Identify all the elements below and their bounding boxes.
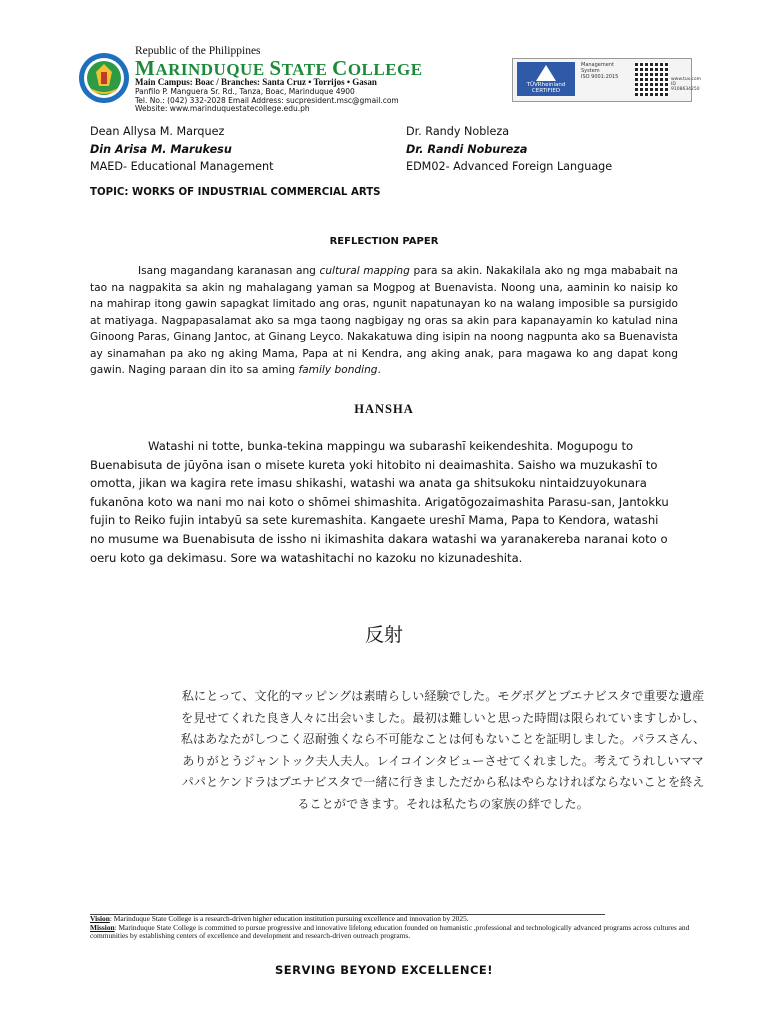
vision-statement: Vision: Marinduque State College is a research-driven higher education institution pursuing excellence and innovation by 2025. — [90, 914, 469, 923]
website-link[interactable]: Website: www.marinduquestatecollege.edu.ph — [135, 104, 310, 113]
tuv-certification-icon — [517, 62, 575, 96]
mission-statement: Mission: Marinduque State College is committed to pursue progressive and innovative lifelong education founded on humanistic ,professional and technologically advanced programs across cultures and communities by establishing centers of excellence and development and research-driven outreach programs. — [90, 922, 690, 941]
contact-line: Tel. No.: (042) 332-2028 Email Address: sucpresident.msc@gmail.com — [135, 95, 399, 105]
vision-mission-block — [90, 915, 690, 941]
college-name-word3: OLLEGE — [347, 60, 423, 79]
topic-heading: TOPIC: WORKS OF INDUSTRIAL COMMERCIAL ARTS — [90, 187, 381, 198]
professor-name-romanized: Dr. Randi Nobureza — [406, 143, 528, 156]
college-seal-icon — [78, 52, 130, 104]
author-name: Dean Allysa M. Marquez — [90, 125, 225, 138]
slogan: SERVING BEYOND EXCELLENCE! — [274, 963, 493, 977]
reflection-paragraph-japanese: 私にとって、文化的マッピングは素晴らしい経験でした。モグボグとブエナビスタで重要な遺産を見せてくれた良き人々に出会いました。最初は難しいと思った時間は限られていますしかし、私はあなたがしつこく忍耐強くなら不可能なことは何もないことを証明しました。パラスさん、ありがとうジャントック夫人夫人。レイコインタビューさせてくれました。考えてうれしいママパパとケンドラはブエナビスタで一緒に行きましただから私はやらなければならないことを終えることができます。それは私たちの家族の絆でした。 — [180, 689, 706, 811]
address-block — [135, 88, 399, 114]
tuv-label: TÜVRheinland CERTIFIED — [526, 82, 566, 94]
kanji-heading: 反射 — [364, 624, 403, 646]
certification-badge — [512, 58, 702, 102]
address-line: Panfilo P. Manguera Sr. Rd., Tanza, Boac, Marinduque 4900 — [135, 87, 355, 96]
tuv-site-label: www.tuv.com ID 9108634250 — [671, 77, 702, 92]
reflection-paragraph-tagalog: Isang magandang karanasan ang cultural mapping para sa akin. Nakakilala ako ng mga mababait na tao na nagpakita sa akin ng mahalagang yaman sa Mogpog at Buenavista. Noong una, aaminin ko naisip ko na mahirap itong gawin sapagkat limitado ang oras, ngunit napatunayan ko na walang imposible sa pursigido at matiyaga. Nagpapasalamat ako sa mga taong nagbigay ng oras sa akin para kapanayamin ko katulad nina Ginoong Paras, Ginang Jantoc, at Ginang Leyco. Nakakatuwa ding isipin na noong nagpunta ako sa Buenavista ay sinamahan pa ako ng aking Mama, Papa at ni Kendra, ang aking anak, para magawa ko ang dapat kong gawin. Naging paraan din ito sa aming family bonding. — [90, 265, 679, 376]
qr-code-overlay — [635, 62, 669, 96]
letterhead — [0, 0, 768, 120]
republic-label: Republic of the Philippines — [135, 45, 261, 57]
hansha-heading: HANSHA — [354, 402, 414, 416]
college-name-initial-c: C — [332, 56, 348, 80]
college-name-word1: ARINDUQUE — [155, 60, 265, 79]
college-name-initial-m: M — [135, 56, 156, 80]
professor-name: Dr. Randy Nobleza — [406, 125, 510, 138]
author-program: MAED- Educational Management — [90, 160, 274, 173]
college-name-initial-s: S — [269, 56, 282, 80]
college-name-word2: TATE — [281, 60, 328, 79]
reflection-paragraph-romaji: Watashi ni totte, bunka-tekina mappingu wa subarashī keikendeshita. Mogupogu to Buenabisuta de jūyōna isan o misete kureta yoki hitobito ni deaimashita. Saisho wa muzukashī to omotta, jikan wa kagira rete imasu shikashi, watashi wa anata ga shitsukoku nintaidzuyokunara fukanōna koto wa nani mo nai koto o shōmei shimashita. Arigatōgozaimashita Parasu-san, Jantokku fujin to Reiko fujin intabyū sa sete kuremashita. Kangaete ureshī Mama, Papa to Kendora, watashi no musume wa Buenabisuta de issho ni ikimashita dakara watashi wa yaranakereba naranai koto o oeru koto ga dekimasu. Sore wa watashitachi no kazoku no kizunadeshita. — [90, 439, 669, 565]
course-code: EDM02- Advanced Foreign Language — [406, 160, 613, 173]
campus-line: Main Campus: Boac / Branches: Santa Cruz • Torrijos • Gasan — [135, 77, 377, 87]
author-name-romanized: Din Arisa M. Marukesu — [90, 143, 232, 156]
reflection-title: REFLECTION PAPER — [329, 236, 439, 247]
management-system-label: Management System ISO 9001:2015 — [581, 62, 619, 80]
